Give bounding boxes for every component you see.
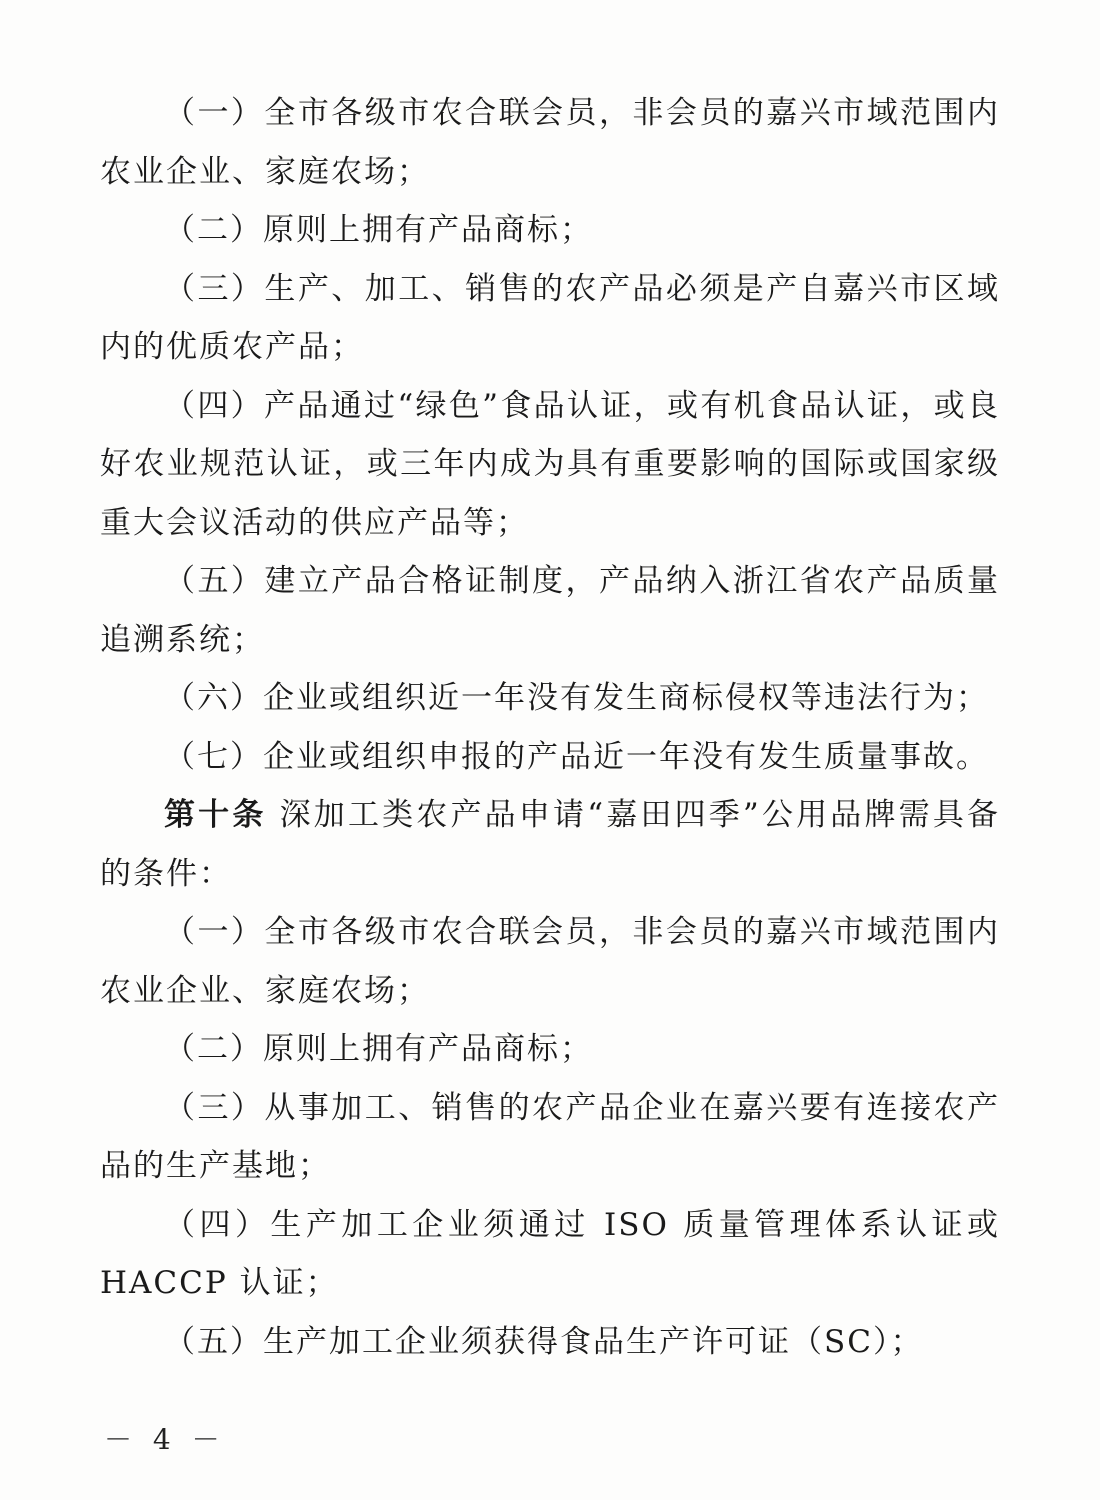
condition-item-3: （三）生产、加工、销售的农产品必须是产自嘉兴市区域内的优质农产品；	[100, 270, 1000, 365]
document-body	[100, 84, 1000, 1371]
condition-item-7: （七）企业或组织申报的产品近一年没有发生质量事故。	[164, 738, 989, 775]
article-ten-text: 深加工类农产品申请“嘉田四季”公用品牌需具备的条件：	[100, 797, 1001, 892]
article-ten-item-4: （四）生产加工企业须通过 ISO 质量管理体系认证或 HACCP 认证；	[100, 1206, 1000, 1301]
page-number: － 4 －	[104, 1423, 226, 1456]
condition-item-2: （二）原则上拥有产品商标；	[164, 212, 593, 248]
article-ten	[100, 786, 1000, 903]
article-ten-item-5: （五）生产加工企业须获得食品生产许可证（SC）；	[164, 1323, 924, 1360]
condition-item-1: （一）全市各级市农合联会员，非会员的嘉兴市域范围内农业企业、家庭农场；	[100, 95, 1000, 190]
article-ten-item-3: （三）从事加工、销售的农产品企业在嘉兴要有连接农产品的生产基地；	[100, 1089, 1000, 1184]
condition-item-5: （五）建立产品合格证制度，产品纳入浙江省农产品质量追溯系统；	[100, 563, 1000, 658]
condition-item-6: （六）企业或组织近一年没有发生商标侵权等违法行为；	[164, 680, 989, 716]
article-ten-item-2: （二）原则上拥有产品商标；	[164, 1031, 593, 1067]
article-ten-heading: 第十条	[164, 797, 267, 833]
condition-item-4: （四）产品通过“绿色”食品认证，或有机食品认证，或良好农业规范认证，或三年内成为具有重要影响的国际或国家级重大会议活动的供应产品等；	[100, 387, 1000, 541]
article-ten-item-1: （一）全市各级市农合联会员，非会员的嘉兴市域范围内农业企业、家庭农场；	[100, 914, 1000, 1009]
